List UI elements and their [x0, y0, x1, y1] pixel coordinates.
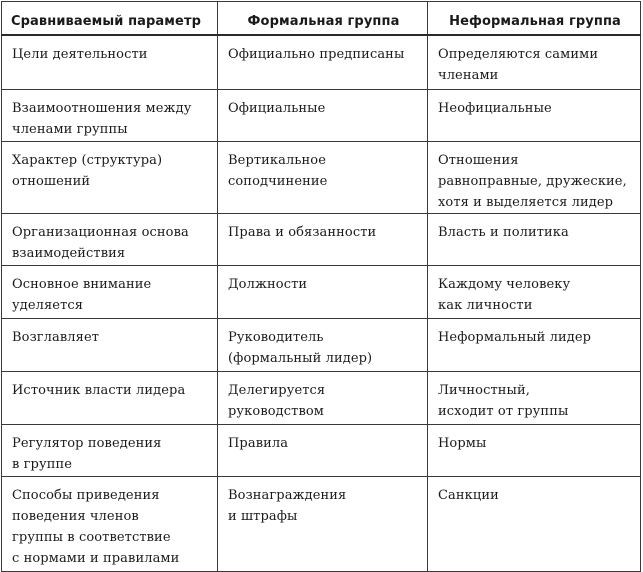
cell-formal: Делегируется руководством [218, 372, 428, 425]
cell-informal: Отношения равноправные, дружеские, хотя и выделяется лидер [428, 142, 641, 214]
header-row [2, 2, 641, 36]
header-informal-group: Неформальная группа [428, 2, 641, 36]
table-body [2, 35, 641, 572]
cell-parameter: Организационная основа взаимодействия [2, 214, 218, 266]
table-row [2, 35, 641, 90]
table-row [2, 266, 641, 319]
cell-parameter: Регулятор поведения в группе [2, 425, 218, 477]
cell-formal: Правила [218, 425, 428, 477]
cell-parameter: Источник власти лидера [2, 372, 218, 425]
cell-formal: Официальные [218, 90, 428, 142]
cell-formal: Руководитель (формальный лидер) [218, 319, 428, 372]
cell-parameter: Способы приведения поведения членов группы в соответствие с нормами и правилами [2, 477, 218, 572]
table-row [2, 214, 641, 266]
cell-informal: Каждому человеку как личности [428, 266, 641, 319]
cell-informal: Нормы [428, 425, 641, 477]
comparison-table [1, 1, 641, 572]
cell-parameter: Взаимоотношения между членами группы [2, 90, 218, 142]
cell-informal: Неформальный лидер [428, 319, 641, 372]
cell-informal: Неофициальные [428, 90, 641, 142]
cell-formal: Вертикальное соподчинение [218, 142, 428, 214]
table-row [2, 90, 641, 142]
table-row [2, 372, 641, 425]
table-row [2, 142, 641, 214]
cell-parameter: Основное внимание уделяется [2, 266, 218, 319]
cell-parameter: Цели деятельности [2, 35, 218, 90]
header-formal-group: Формальная группа [218, 2, 428, 36]
cell-parameter: Характер (структура) отношений [2, 142, 218, 214]
cell-informal: Власть и политика [428, 214, 641, 266]
cell-formal: Вознаграждения и штрафы [218, 477, 428, 572]
cell-informal: Определяются самими членами [428, 35, 641, 90]
table-row [2, 425, 641, 477]
cell-parameter: Возглавляет [2, 319, 218, 372]
cell-informal: Личностный, исходит от группы [428, 372, 641, 425]
header-parameter: Сравниваемый параметр [2, 2, 218, 36]
table-row [2, 319, 641, 372]
cell-formal: Официально предписаны [218, 35, 428, 90]
cell-informal: Санкции [428, 477, 641, 572]
cell-formal: Права и обязанности [218, 214, 428, 266]
cell-formal: Должности [218, 266, 428, 319]
table-row [2, 477, 641, 572]
table-header [2, 2, 641, 36]
